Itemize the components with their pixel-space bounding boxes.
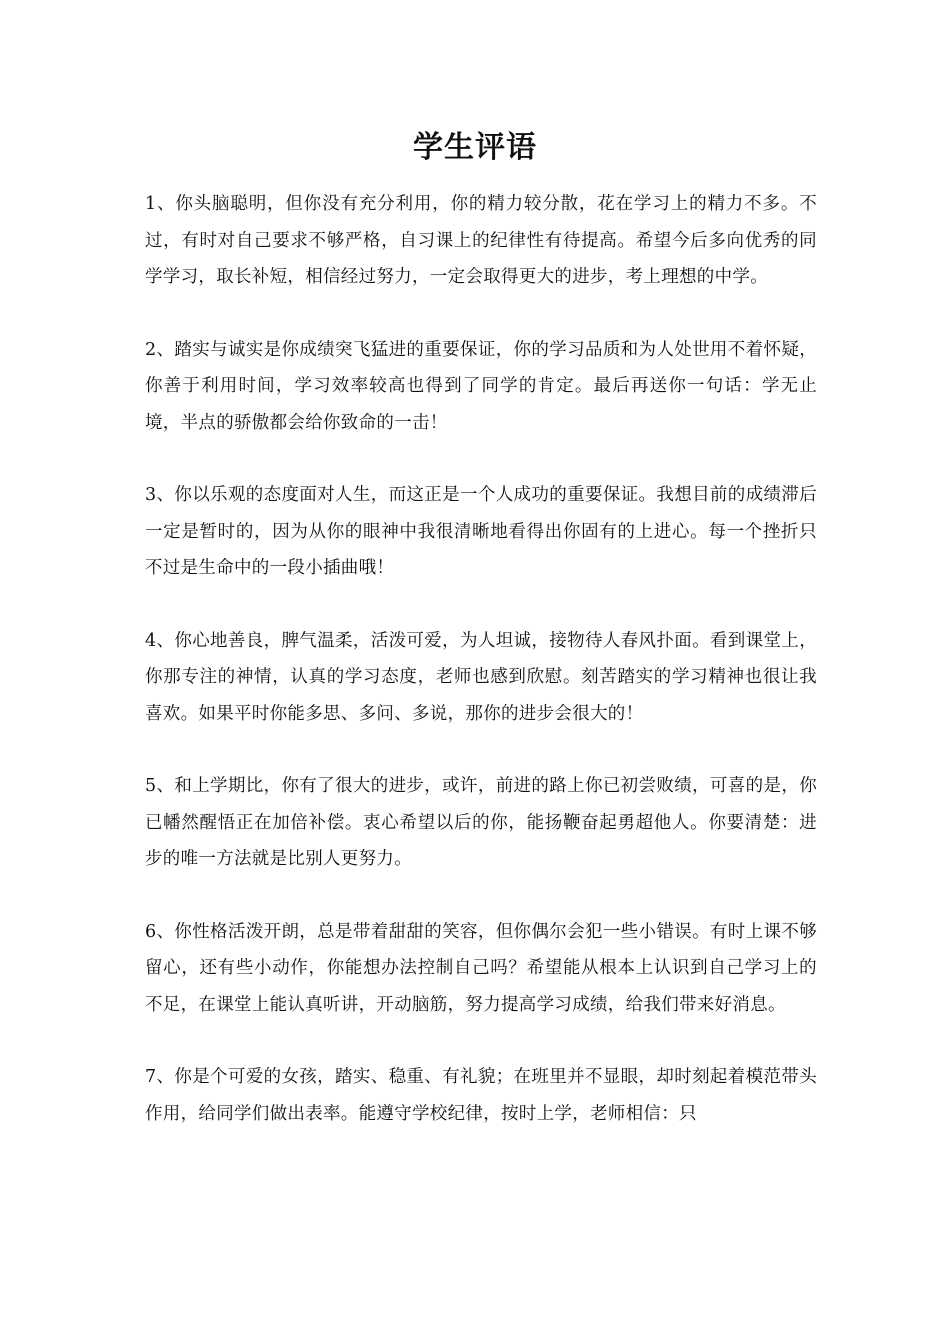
document-body — [145, 186, 817, 1168]
comment-paragraph-4: 4、你心地善良，脾气温柔，活泼可爱，为人坦诚，接物待人春风扑面。看到课堂上，你那专注的神情，认真的学习态度，老师也感到欣慰。刻苦踏实的学习精神也很让我喜欢。如果平时你能多思、多问、多说，那你的进步会很大的！ — [145, 630, 817, 724]
comment-paragraph-2: 2、踏实与诚实是你成绩突飞猛进的重要保证，你的学习品质和为人处世用不着怀疑，你善于利用时间，学习效率较高也得到了同学的肯定。最后再送你一句话：学无止境，半点的骄傲都会给你致命的一击！ — [145, 339, 817, 433]
document-title: 学生评语 — [413, 130, 537, 165]
comment-paragraph-7: 7、你是个可爱的女孩，踏实、稳重、有礼貌；在班里并不显眼，却时刻起着模范带头作用，给同学们做出表率。能遵守学校纪律，按时上学，老师相信：只 — [145, 1067, 817, 1124]
comment-paragraph-1: 1、你头脑聪明，但你没有充分利用，你的精力较分散，花在学习上的精力不多。不过，有时对自己要求不够严格，自习课上的纪律性有待提高。希望今后多向优秀的同学学习，取长补短，相信经过努力，一定会取得更大的进步，考上理想的中学。 — [145, 194, 817, 287]
comment-paragraph-5: 5、和上学期比，你有了很大的进步，或许，前进的路上你已初尝败绩，可喜的是，你已幡然醒悟正在加倍补偿。衷心希望以后的你，能扬鞭奋起勇超他人。你要清楚：进步的唯一方法就是比别人更努力。 — [145, 776, 817, 869]
comment-paragraph-6: 6、你性格活泼开朗，总是带着甜甜的笑容，但你偶尔会犯一些小错误。有时上课不够留心，还有些小动作，你能想办法控制自己吗？希望能从根本上认识到自己学习上的不足，在课堂上能认真听讲，开动脑筋，努力提高学习成绩，给我们带来好消息。 — [145, 921, 817, 1015]
comment-paragraph-3: 3、你以乐观的态度面对人生，而这正是一个人成功的重要保证。我想目前的成绩滞后一定是暂时的，因为从你的眼神中我很清晰地看得出你固有的上进心。每一个挫折只不过是生命中的一段小插曲哦！ — [145, 485, 817, 578]
